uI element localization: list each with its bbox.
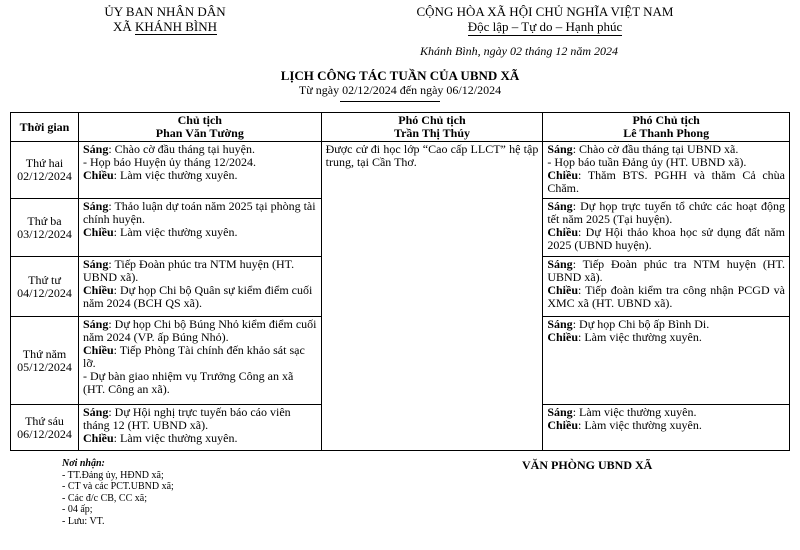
recipients-heading: Nơi nhận: — [62, 458, 105, 469]
activity-line — [547, 331, 785, 344]
day-name: Thứ tư — [28, 272, 61, 287]
vice2-cell — [543, 142, 790, 199]
day-cell — [11, 257, 79, 317]
time-of-day-label: Chiều — [547, 330, 579, 344]
activity-text: : Dự họp trực tuyến tổ chức các hoạt động tết năm 2025 (Tại huyện). — [547, 199, 785, 226]
activity-text: : Tiếp đoàn kiểm tra công nhận PCGD và XMC xã (HT. UBND xã). — [547, 283, 785, 310]
header-chair — [78, 113, 321, 142]
activity-line — [83, 344, 317, 370]
chair-name: Phan Văn Tường — [155, 126, 244, 140]
day-name: Thứ hai — [25, 156, 64, 170]
time-of-day-label: Sáng — [82, 257, 109, 271]
activity-line — [547, 258, 785, 284]
time-of-day-label: Sáng — [82, 199, 109, 213]
activity-line — [83, 226, 317, 239]
activity-line — [83, 318, 317, 344]
office-signature: VĂN PHÒNG UBND XÃ — [522, 458, 653, 472]
table-header-row — [11, 113, 790, 142]
activity-text: : Làm việc thường xuyên. — [572, 405, 697, 419]
page-subtitle: Từ ngày 02/12/2024 đến ngày 06/12/2024 — [298, 83, 502, 97]
time-of-day-label: Chiều — [82, 343, 114, 357]
chair-cell — [78, 257, 321, 317]
activity-text: - Họp báo tuần Đảng ủy (HT. UBND xã). — [547, 155, 747, 169]
vice1-activity: Được cử đi học lớp “Cao cấp LLCT” hệ tập trung, tại Cần Thơ. — [325, 142, 539, 169]
vice1-cell — [321, 142, 543, 451]
time-of-day-label: Sáng — [82, 317, 109, 331]
issuer-line-2 — [40, 19, 290, 34]
issuer-prefix: XÃ — [113, 19, 136, 34]
day-cell — [11, 142, 79, 199]
vice1-role: Phó Chủ tịch — [398, 113, 466, 127]
activity-line — [83, 169, 317, 182]
day-date: 06/12/2024 — [17, 426, 72, 441]
recipient-item: - 04 ấp; — [62, 504, 93, 515]
day-cell — [11, 317, 79, 405]
recipients-block — [62, 458, 174, 527]
activity-text: : Dự Hội thảo khoa học sử dụng đất năm 2025 (UBND huyện). — [547, 225, 785, 252]
time-of-day-label: Chiều — [82, 168, 114, 182]
day-name: Thứ sáu — [25, 413, 64, 428]
chair-role: Chủ tịch — [177, 113, 222, 127]
issuer-line-1: ỦY BAN NHÂN DÂN — [104, 4, 226, 19]
day-cell — [11, 199, 79, 257]
activity-text: - Dự bàn giao nhiệm vụ Trưởng Công an xã (HT. Công an xã). — [82, 369, 294, 396]
activity-text: : Dự họp Chi bộ ấp Bình Di. — [572, 317, 710, 331]
chair-cell — [78, 405, 321, 451]
issue-date: Khánh Bình, ngày 02 tháng 12 năm 2024 — [420, 44, 618, 58]
vice2-cell — [543, 317, 790, 405]
activity-text: : Thăm BTS. PGHH và thăm Cả chùa Chăm. — [547, 168, 785, 195]
day-date: 05/12/2024 — [17, 359, 72, 374]
activity-line — [547, 169, 785, 195]
activity-text: : Làm việc thường xuyên. — [578, 330, 702, 344]
issuer-block — [40, 4, 290, 34]
time-of-day-label: Sáng — [547, 405, 573, 419]
day-name: Thứ ba — [27, 213, 62, 228]
activity-line — [83, 258, 317, 284]
time-of-day-label: Sáng — [82, 142, 109, 156]
time-of-day-label: Chiều — [547, 418, 579, 432]
vice2-role: Phó Chủ tịch — [632, 113, 700, 127]
activity-text: : Làm việc thường xuyên. — [578, 418, 702, 432]
time-of-day-label: Sáng — [547, 317, 573, 331]
time-of-day-label: Chiều — [547, 283, 579, 297]
table-row — [11, 142, 790, 199]
activity-text: : Tiếp Đoàn phúc tra NTM huyện (HT. UBND xã). — [547, 257, 785, 284]
issuer-commune: KHÁNH BÌNH — [135, 19, 217, 34]
header-time: Thời gian — [11, 113, 79, 142]
national-name: CỘNG HÒA XÃ HỘI CHỦ NGHĨA VIỆT NAM — [416, 4, 674, 19]
activity-line — [547, 226, 785, 252]
activity-text: : Tiếp Đoàn phúc tra NTM huyện (HT. UBND xã). — [82, 257, 295, 284]
chair-cell — [78, 317, 321, 405]
activity-line — [83, 200, 317, 226]
activity-line — [83, 432, 317, 445]
activity-text: : Tiếp Phòng Tài chính đến khảo sát sạc lỡ. — [82, 343, 305, 370]
subtitle-divider — [340, 101, 440, 102]
recipient-item: - Các đ/c CB, CC xã; — [62, 492, 147, 504]
recipient-item: - Lưu: VT. — [62, 515, 105, 527]
chair-cell — [78, 142, 321, 199]
national-motto: Độc lập – Tự do – Hạnh phúc — [467, 19, 623, 34]
day-date: 03/12/2024 — [17, 226, 72, 241]
vice1-name: Trần Thị Thúy — [393, 126, 470, 140]
activity-text: : Dự Hội nghị trực tuyến báo cáo viên tháng 12 (HT. UBND xã). — [82, 405, 291, 432]
chair-cell — [78, 199, 321, 257]
time-of-day-label: Sáng — [82, 405, 109, 419]
vice2-cell — [543, 405, 790, 451]
activity-line — [547, 284, 785, 310]
time-of-day-label: Sáng — [547, 199, 573, 213]
national-header — [360, 4, 730, 36]
activity-text: : Dự họp Chi bộ Quân sự kiểm điểm cuối năm 2024 (BCH QS xã). — [82, 283, 313, 310]
activity-line — [547, 419, 785, 432]
activity-text: : Làm việc thường xuyên. — [113, 225, 238, 239]
day-cell — [11, 405, 79, 451]
activity-text: : Thảo luận dự toán năm 2025 tại phòng tài chính huyện. — [82, 199, 316, 226]
recipient-item: - CT và các PCT.UBND xã; — [62, 481, 174, 492]
activity-line — [547, 200, 785, 226]
activity-text: : Làm việc thường xuyên. — [113, 431, 238, 445]
vice2-cell — [543, 257, 790, 317]
activity-text: - Họp báo Huyện ủy tháng 12/2024. — [82, 155, 256, 169]
recipient-item: - TT.Đảng ủy, HĐND xã; — [62, 469, 164, 481]
time-of-day-label: Sáng — [547, 142, 573, 156]
activity-line — [83, 406, 317, 432]
activity-text: : Dự họp Chi bộ Búng Nhỏ kiểm điểm cuối năm 2024 (VP. ấp Búng Nhỏ). — [82, 317, 317, 344]
time-of-day-label: Sáng — [547, 257, 573, 271]
time-of-day-label: Chiều — [82, 283, 114, 297]
schedule-table — [10, 112, 790, 451]
day-name: Thứ năm — [22, 346, 67, 361]
time-of-day-label: Chiều — [82, 225, 114, 239]
header-vice2 — [543, 113, 790, 142]
activity-text: : Làm việc thường xuyên. — [113, 168, 238, 182]
day-date: 02/12/2024 — [17, 169, 72, 183]
activity-line — [83, 284, 317, 310]
time-of-day-label: Chiều — [547, 225, 579, 239]
page-title: LỊCH CÔNG TÁC TUẦN CỦA UBND XÃ — [280, 68, 520, 83]
activity-text: : Chào cờ đầu tháng tại UBND xã. — [572, 142, 739, 156]
time-of-day-label: Chiều — [82, 431, 114, 445]
day-date: 04/12/2024 — [17, 285, 72, 300]
time-of-day-label: Chiều — [547, 168, 579, 182]
vice2-name: Lê Thanh Phong — [623, 126, 710, 140]
activity-text: : Chào cờ đầu tháng tại huyện. — [108, 142, 255, 156]
activity-line — [83, 370, 317, 396]
vice2-cell — [543, 199, 790, 257]
header-vice1 — [321, 113, 543, 142]
